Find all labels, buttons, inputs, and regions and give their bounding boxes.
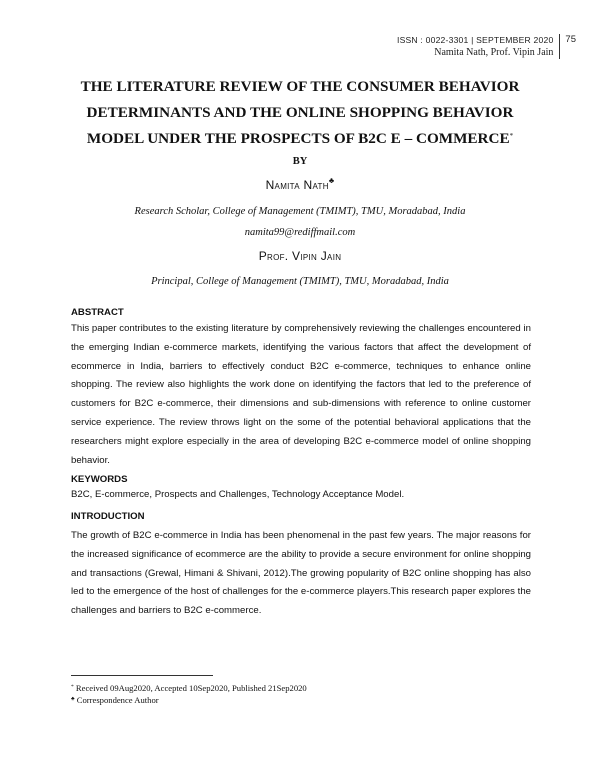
introduction-text: The growth of B2C e-commerce in India has been phenomenal in the past few years. The major reasons for the increased significance of ecommerce are the ability to provide a secure environment for online shopping and transactions (Grewal, Himani & Shivani, 2012).The growing popularity of B2C online shopping has also led to the emergence of the host of challenges for the e-commerce players.This research paper explores the challenges and barriers to B2C e-commerce.	[71, 530, 531, 617]
author-name-text: Prof. Vipin Jain	[258, 249, 342, 263]
footnote	[71, 694, 159, 706]
introduction-heading: INTRODUCTION	[71, 511, 145, 522]
page-number: 75	[565, 34, 576, 45]
footnote-divider	[71, 675, 213, 676]
abstract-text: This paper contributes to the existing literature by comprehensively reviewing the challenges encountered in the emerging Indian e-commerce markets, identifying the various factors that affect the development of ecommerce in India, barriers to effectively conduct B2C e-commerce, techniques to enhance online shopping. The review also highlights the work done on identifying the factors that led to the preference of customers for B2C e-commerce, their dimensions and sub-dimensions with reference to online customer service experience. The review throws light on the some of the potential behavioral applications that the researchers might explore especially in the area of developing B2C e-commerce model of online shopping behavior.	[71, 323, 531, 466]
issn-line: ISSN : 0022-3301 | SEPTEMBER 2020	[396, 35, 554, 45]
running-header	[397, 34, 576, 59]
author-name	[0, 178, 600, 192]
author-affiliation: Principal, College of Management (TMIMT), TMU, Moradabad, India	[151, 276, 449, 287]
author-name-text: Namita Nath	[265, 178, 329, 192]
author-affiliation: Research Scholar, College of Management (TMIMT), TMU, Moradabad, India	[134, 206, 466, 217]
keywords-heading: KEYWORDS	[71, 474, 128, 485]
author-name	[0, 249, 600, 263]
title-line: THE LITERATURE REVIEW OF THE CONSUMER BEHAVIOR	[80, 78, 520, 95]
keywords-text: B2C, E-commerce, Prospects and Challenges, Technology Acceptance Model.	[71, 489, 405, 500]
title-line: MODEL UNDER THE PROSPECTS OF B2C E – COMMERCE	[86, 130, 510, 147]
footnote-text: Correspondence Author	[76, 695, 159, 705]
footnote-mark: *	[71, 684, 74, 690]
footnote	[71, 682, 307, 694]
footnote-mark: ♣	[71, 696, 75, 702]
abstract-heading: ABSTRACT	[71, 307, 124, 318]
title-line: DETERMINANTS AND THE ONLINE SHOPPING BEHAVIOR	[86, 104, 514, 121]
paper-title	[40, 74, 560, 152]
footnote-text: Received 09Aug2020, Accepted 10Sep2020, Published 21Sep2020	[75, 683, 307, 693]
running-header-authors: Namita Nath, Prof. Vipin Jain	[434, 47, 554, 58]
correspondence-mark: ♣	[328, 176, 335, 185]
title-footnote-mark: *	[509, 132, 514, 140]
author-email: namita99@rediffmail.com	[244, 227, 356, 238]
by-label: BY	[292, 156, 308, 167]
running-header-text	[397, 34, 560, 59]
